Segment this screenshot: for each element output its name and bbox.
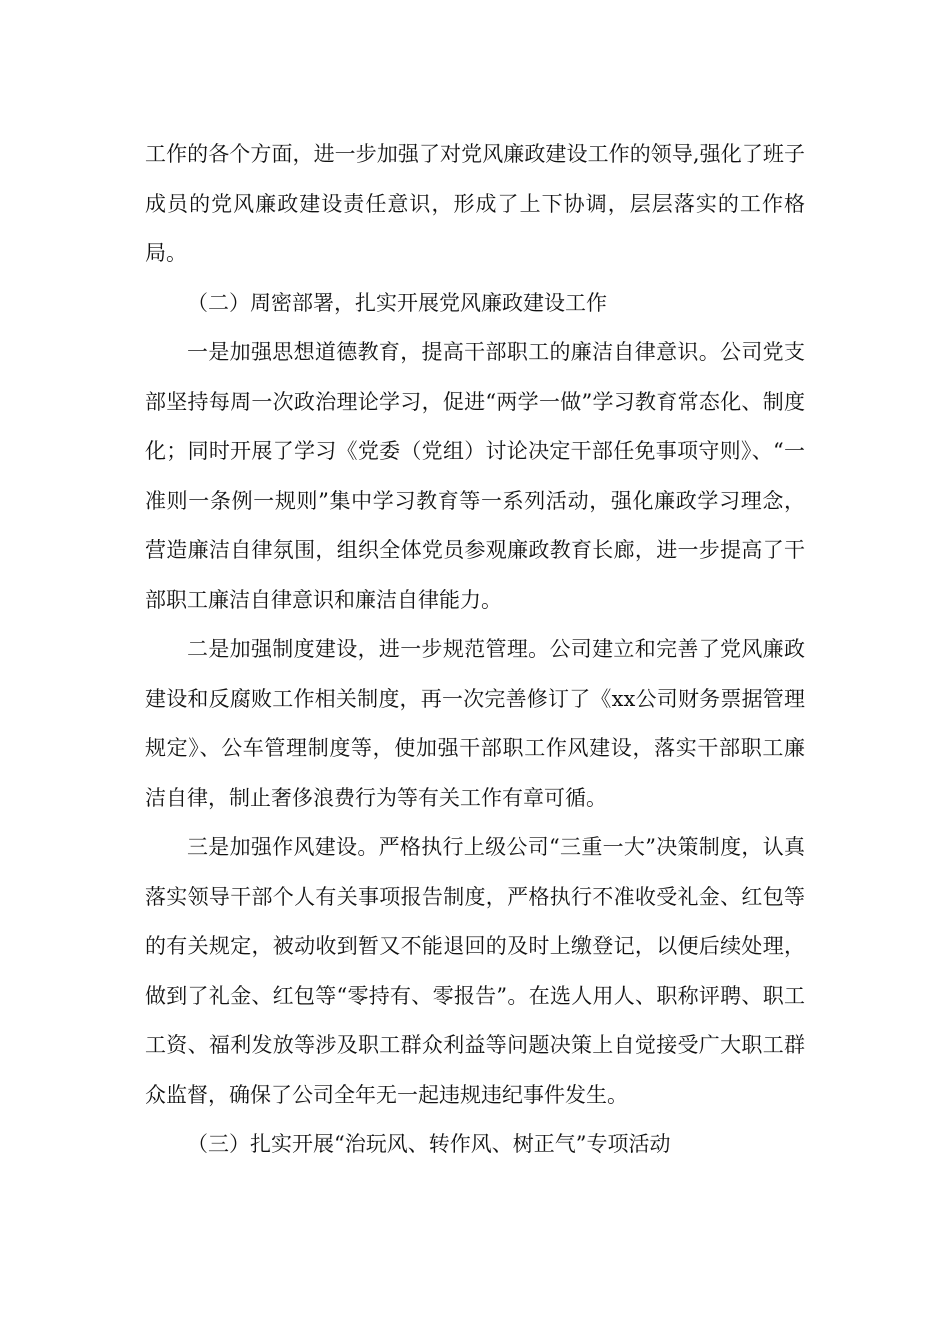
document-body	[145, 130, 805, 1170]
section-heading-3: （三）扎实开展“治玩风、转作风、树正气”专项活动	[187, 1132, 671, 1156]
paragraph-system-building: 二是加强制度建设，进一步规范管理。公司建立和完善了党风廉政建设和反腐败工作相关制度，再一次完善修订了《xx公司财务票据管理规定》、公车管理制度等，使加强干部职工作风建设，落实干部职工廉洁自律，制止奢侈浪费行为等有关工作有章可循。	[145, 637, 805, 810]
paragraph-moral-education: 一是加强思想道德教育，提高干部职工的廉洁自律意识。公司党支部坚持每周一次政治理论学习，促进“两学一做”学习教育常态化、制度化；同时开展了学习《党委（党组）讨论决定干部任免事项守则》、“一准则一条例一规则”集中学习教育等一系列活动，强化廉政学习理念，营造廉洁自律氛围，组织全体党员参观廉政教育长廊，进一步提高了干部职工廉洁自律意识和廉洁自律能力。	[145, 340, 805, 612]
paragraph-work-style: 三是加强作风建设。严格执行上级公司“三重一大”决策制度，认真落实领导干部个人有关事项报告制度，严格执行不准收受礼金、红包等的有关规定，被动收到暂又不能退回的及时上缴登记，以便后续处理，做到了礼金、红包等“零持有、零报告”。在选人用人、职称评聘、职工工资、福利发放等涉及职工群众利益等问题决策上自觉接受广大职工群众监督，确保了公司全年无一起违规违纪事件发生。	[145, 835, 805, 1107]
section-heading-2: （二）周密部署，扎实开展党风廉政建设工作	[187, 290, 607, 315]
paragraph-continuation: 工作的各个方面，进一步加强了对党风廉政建设工作的领导,强化了班子成员的党风廉政建设责任意识，形成了上下协调，层层落实的工作格局。	[145, 142, 805, 265]
